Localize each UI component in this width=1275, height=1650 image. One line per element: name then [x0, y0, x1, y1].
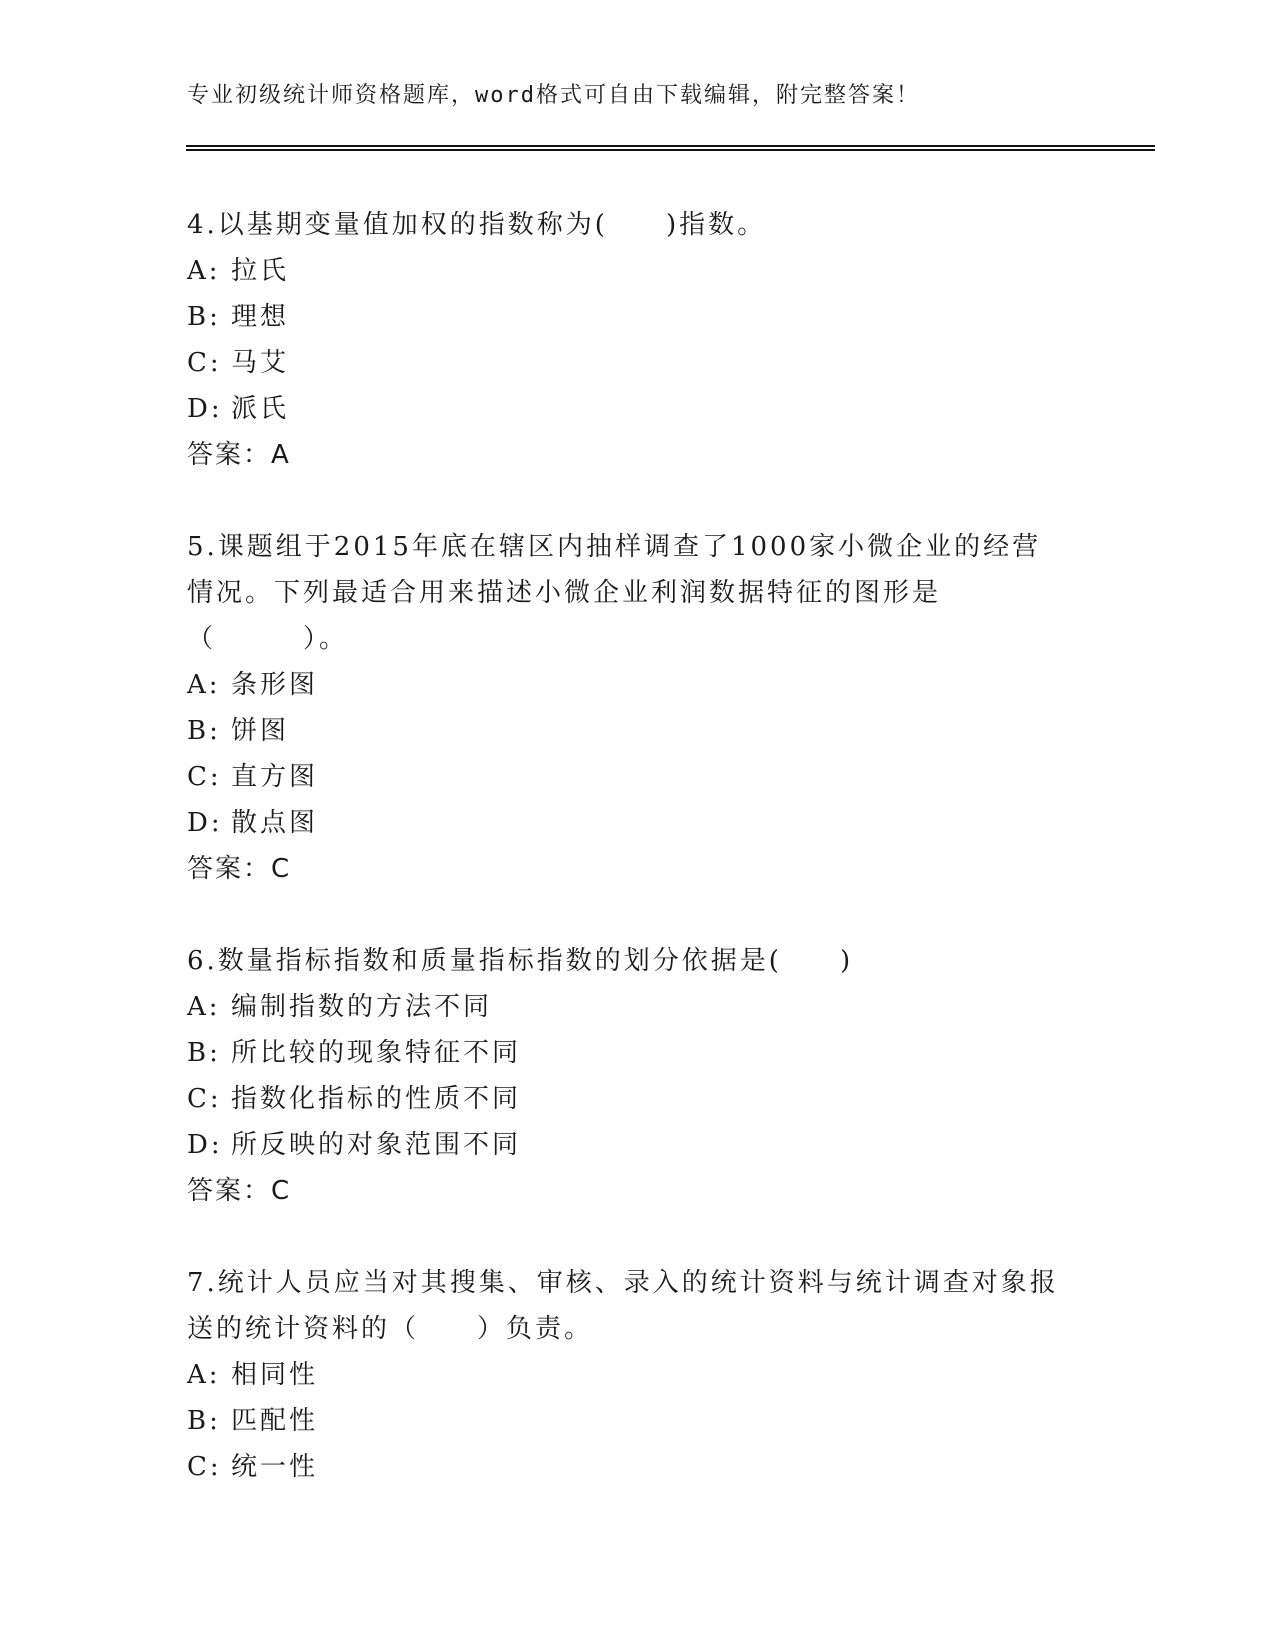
- option-text: 条形图: [231, 670, 319, 700]
- option-text: 相同性: [231, 1360, 319, 1390]
- answer-text: 答案：C: [187, 854, 292, 884]
- option-text: 所反映的对象范围不同: [231, 1130, 522, 1160]
- question-4: [187, 202, 1067, 478]
- option-letter: A:: [187, 256, 221, 286]
- option-text: 派氏: [231, 394, 290, 424]
- question-stem: 5.课题组于2015年底在辖区内抽样调查了1000家小微企业的经营情况。下列最适合用来描述小微企业利润数据特征的图形是（ ）。: [187, 532, 1042, 654]
- option-letter: B:: [187, 1406, 221, 1436]
- option-d: [187, 1122, 1067, 1168]
- option-letter: B:: [187, 716, 221, 746]
- option-a: [187, 248, 1067, 294]
- option-letter: A:: [187, 670, 221, 700]
- option-a: [187, 984, 1067, 1030]
- option-b: [187, 1398, 1067, 1444]
- option-letter: A:: [187, 1360, 221, 1390]
- option-text: 指数化指标的性质不同: [231, 1084, 522, 1114]
- option-text: 理想: [231, 302, 290, 332]
- option-c: [187, 1076, 1067, 1122]
- question-6: [187, 938, 1067, 1214]
- option-letter: A:: [187, 992, 221, 1022]
- option-c: [187, 1444, 1067, 1490]
- option-b: [187, 708, 1067, 754]
- option-c: [187, 754, 1067, 800]
- option-c: [187, 340, 1067, 386]
- option-letter: D:: [187, 394, 223, 424]
- option-letter: C:: [187, 762, 222, 792]
- question-stem: 6.数量指标指数和质量指标指数的划分依据是( ): [187, 946, 854, 976]
- option-letter: C:: [187, 1452, 222, 1482]
- option-a: [187, 1352, 1067, 1398]
- question-stem: 7.统计人员应当对其搜集、审核、录入的统计资料与统计调查对象报送的统计资料的（ ）负责。: [187, 1268, 1059, 1344]
- option-text: 拉氏: [231, 256, 290, 286]
- option-letter: C:: [187, 348, 222, 378]
- option-letter: D:: [187, 808, 223, 838]
- question-list: [187, 202, 1067, 1536]
- option-text: 散点图: [231, 808, 319, 838]
- option-d: [187, 386, 1067, 432]
- page-header-text: 专业初级统计师资格题库，word格式可自由下载编辑，附完整答案！: [187, 83, 920, 108]
- question-7: [187, 1260, 1067, 1490]
- option-text: 饼图: [231, 716, 290, 746]
- option-a: [187, 662, 1067, 708]
- option-text: 所比较的现象特征不同: [231, 1038, 522, 1068]
- option-text: 编制指数的方法不同: [231, 992, 493, 1022]
- option-letter: B:: [187, 302, 221, 332]
- header-divider: [186, 145, 1155, 151]
- option-text: 马艾: [231, 348, 290, 378]
- option-letter: D:: [187, 1130, 223, 1160]
- question-5: [187, 524, 1067, 892]
- option-b: [187, 1030, 1067, 1076]
- option-text: 直方图: [231, 762, 319, 792]
- option-letter: C:: [187, 1084, 222, 1114]
- option-text: 统一性: [231, 1452, 319, 1482]
- option-text: 匹配性: [231, 1406, 319, 1436]
- option-letter: B:: [187, 1038, 221, 1068]
- option-d: [187, 800, 1067, 846]
- answer-text: 答案：C: [187, 1176, 292, 1206]
- answer-text: 答案：A: [187, 440, 291, 470]
- question-stem: 4.以基期变量值加权的指数称为( )指数。: [187, 210, 767, 240]
- option-b: [187, 294, 1067, 340]
